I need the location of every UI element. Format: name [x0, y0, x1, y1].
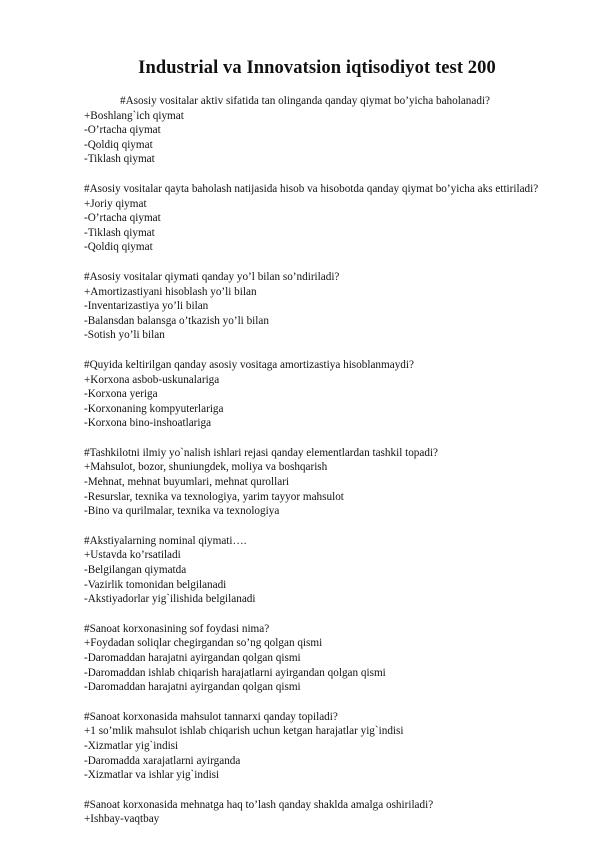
answer-option: -Vazirlik tomonidan belgilanadi — [84, 578, 227, 591]
answer-option: -Qoldiq qiymat — [84, 138, 153, 151]
answer-option: -Qoldiq qiymat — [84, 241, 153, 254]
answer-option: -Tiklash qiymat — [84, 226, 155, 239]
answer-option: -Daromadda xarajatlarni ayirganda — [84, 754, 241, 767]
question-text: #Asosiy vositalar qiymati qanday yo’l bilan so’ndiriladi? — [84, 270, 340, 283]
answer-option: +1 so’mlik mahsulot ishlab chiqarish uchun ketgan harajatlar yig`indisi — [84, 725, 404, 738]
answer-option: -Sotish yo’li bilan — [84, 329, 165, 342]
answer-option: +Ishbay-vaqtbay — [84, 813, 160, 826]
answer-option: -Korxonaning kompyuterlariga — [84, 402, 224, 415]
question-text: #Sanoat korxonasida mehnatga haq to’lash qanday shaklda amalga oshiriladi? — [84, 798, 434, 811]
question-text: #Sanoat korxonasining sof foydasi nima? — [84, 622, 270, 635]
answer-option: -Daromaddan harajatni ayirgandan qolgan qismi — [84, 652, 301, 664]
question-text: #Asosiy vositalar aktiv sifatida tan olinganda qanday qiymat bo’yicha baholanadi? — [120, 95, 491, 107]
answer-option: -Akstiyadorlar yig`ilishida belgilanadi — [84, 593, 256, 606]
answer-option: -Belgilangan qiymatda — [84, 564, 187, 577]
answer-option: -Bino va qurilmalar, texnika va texnologiya — [84, 505, 280, 518]
answer-option: +Joriy qiymat — [84, 197, 147, 210]
question-block — [84, 446, 544, 519]
answer-option: -Xizmatlar va ishlar yig`indisi — [84, 769, 220, 782]
question-text: #Quyida keltirilgan qanday asosiy vositaga amortizastiya hisoblanmaydi? — [84, 358, 414, 371]
answer-option: -Inventarizastiya yo’li bilan — [84, 300, 209, 313]
page-title: Industrial va Innovatsion iqtisodiyot test 200 — [138, 58, 496, 78]
answer-option: +Boshlang`ich qiymat — [84, 109, 184, 122]
question-block — [84, 710, 544, 783]
question-text: #Asosiy vositalar qayta baholash natijasida hisob va hisobotda qanday qiymat bo’yicha aks ettiriladi? — [84, 182, 539, 195]
question-block — [84, 798, 544, 827]
question-block — [84, 358, 544, 431]
answer-option: -Mehnat, mehnat buyumlari, mehnat qurollari — [84, 476, 290, 489]
answer-option: +Mahsulot, bozor, shuniungdek, moliya va boshqarish — [84, 461, 328, 474]
answer-option: -O’rtacha qiymat — [84, 124, 161, 137]
question-block — [84, 534, 544, 607]
question-block — [84, 94, 544, 167]
answer-option: -Daromaddan harajatni ayirgandan qolgan qismi — [84, 681, 301, 694]
question-block — [84, 182, 544, 255]
answer-option: -Korxona yeriga — [84, 388, 158, 401]
answer-option: -Balansdan balansga o’tkazish yo’li bilan — [84, 314, 269, 327]
answer-option: -O’rtacha qiymat — [84, 212, 161, 225]
answer-option: +Amortizastiyani hisoblash yo’li bilan — [84, 285, 257, 298]
question-text: #Sanoat korxonasida mahsulot tannarxi qanday topiladi? — [84, 710, 338, 723]
question-block — [84, 270, 544, 343]
answer-option: -Xizmatlar yig`indisi — [84, 739, 179, 752]
answer-option: -Korxona bino-inshoatlariga — [84, 417, 212, 430]
question-text: #Akstiyalarning nominal qiymati…. — [84, 534, 247, 547]
question-text: #Tashkilotni ilmiy yo`nalish ishlari rejasi qanday elementlardan tashkil topadi? — [84, 446, 439, 459]
answer-option: +Korxona asbob-uskunalariga — [84, 373, 220, 386]
answer-option: -Resurslar, texnika va texnologiya, yarim tayyor mahsulot — [84, 490, 344, 503]
answer-option: +Ustavda ko’rsatiladi — [84, 549, 181, 562]
answer-option: +Foydadan soliqlar chegirgandan so’ng qolgan qismi — [84, 637, 323, 650]
answer-option: -Daromaddan ishlab chiqarish harajatlarni ayirgandan qolgan qismi — [84, 666, 386, 679]
question-block — [84, 622, 544, 695]
answer-option: -Tiklash qiymat — [84, 153, 155, 166]
test-content — [84, 94, 544, 827]
